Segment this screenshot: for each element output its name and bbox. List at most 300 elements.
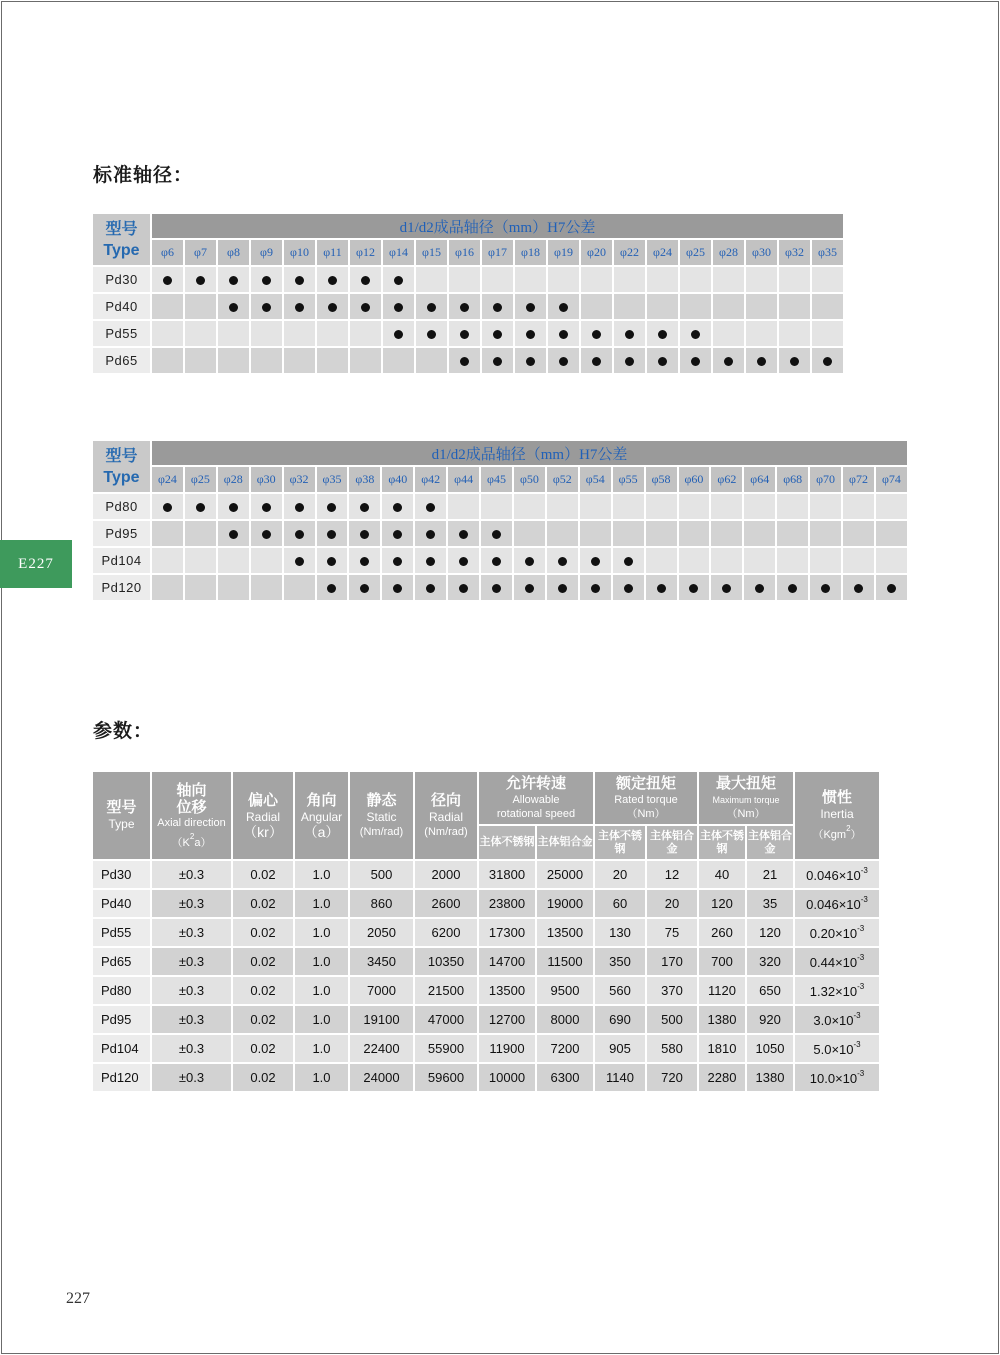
available-dot-icon [526,357,535,366]
axial-cell: ±0.3 [152,890,231,917]
availability-cell [514,575,545,600]
static-cell: 2050 [350,919,413,946]
rated-alu-cell: 12 [647,861,697,888]
available-dot-icon [823,357,832,366]
diameter-header: φ17 [482,240,513,265]
availability-cell [251,294,282,319]
inertia-cell: $0.44\times 10^{-3}$ [795,948,879,975]
table-row [93,294,843,319]
availability-cell [581,321,612,346]
radial-header-cn: 偏心 [247,791,278,809]
availability-cell [415,521,446,546]
speed-steel-subheader: 主体不锈钢 [479,826,535,859]
inertia-cell: $0.20\times 10^{-3}$ [795,919,879,946]
speed-steel-cell: 31800 [479,861,535,888]
diameter-header: φ18 [515,240,546,265]
availability-cell [514,548,545,573]
radial-cell: 0.02 [233,890,293,917]
availability-cell [777,575,808,600]
availability-cell [448,494,479,519]
available-dot-icon [493,303,502,312]
availability-cell [547,521,578,546]
max-alu-subheader: 主体铝合金 [747,826,793,859]
availability-cell [382,548,413,573]
available-dot-icon [393,530,402,539]
available-dot-icon [393,557,402,566]
availability-cell [449,294,480,319]
diameter-header: φ40 [382,467,413,492]
standard-bore-table-2 [91,439,909,602]
availability-cell [218,548,249,573]
max-steel-cell: 260 [699,919,745,946]
axial-cell: ±0.3 [152,1035,231,1062]
speed-alu-cell: 6300 [537,1064,593,1091]
availability-cell [514,521,545,546]
available-dot-icon [689,584,698,593]
radial-cell: 0.02 [233,1035,293,1062]
radial-cell: 0.02 [233,861,293,888]
available-dot-icon [427,330,436,339]
availability-cell [711,494,742,519]
availability-cell [713,267,744,292]
availability-cell [581,267,612,292]
availability-cell [284,521,315,546]
available-dot-icon [327,557,336,566]
availability-cell [548,348,579,373]
axial-cell: ±0.3 [152,948,231,975]
availability-cell [680,294,711,319]
available-dot-icon [459,557,468,566]
rated-steel-cell: 60 [595,890,645,917]
parameters-table [91,770,881,1093]
availability-cell [382,521,413,546]
max-torque-header-cn: 最大扭矩 [716,775,777,792]
diameter-header: φ22 [614,240,645,265]
availability-cell [812,348,843,373]
available-dot-icon [196,503,205,512]
rated-alu-cell: 500 [647,1006,697,1033]
diameter-header: φ25 [680,240,711,265]
availability-cell [349,548,380,573]
rated-alu-cell: 580 [647,1035,697,1062]
availability-cell [779,294,810,319]
diameter-header: φ55 [613,467,644,492]
model-cell: Pd65 [93,948,150,975]
availability-cell [779,348,810,373]
radial-cell: 0.02 [233,1006,293,1033]
available-dot-icon [658,357,667,366]
diameter-header: φ50 [514,467,545,492]
speed-header-en2: rotational speed [496,808,576,820]
availability-cell [350,321,381,346]
static-header-unit: (Nm/rad) [359,826,404,838]
radial-header-unit: （kr） [243,823,283,840]
model-cell: Pd120 [93,1064,150,1091]
availability-cell [711,521,742,546]
availability-cell [580,494,611,519]
model-cell: Pd104 [93,548,150,573]
availability-cell [581,294,612,319]
bore-title-header: d1/d2成品轴径（mm）H7公差 [152,214,843,238]
available-dot-icon [295,503,304,512]
availability-cell [647,294,678,319]
available-dot-icon [328,276,337,285]
radial-stiffness-header [415,772,477,859]
availability-cell [647,321,678,346]
static-cell: 500 [350,861,413,888]
availability-cell [284,348,315,373]
rated-steel-subheader: 主体不锈钢 [595,826,645,859]
availability-cell [185,494,216,519]
availability-cell [350,294,381,319]
availability-cell [613,548,644,573]
available-dot-icon [360,503,369,512]
availability-cell [416,348,447,373]
model-cell: Pd80 [93,494,150,519]
availability-cell [548,294,579,319]
max-alu-cell: 1380 [747,1064,793,1091]
speed-alu-cell: 7200 [537,1035,593,1062]
max-steel-cell: 40 [699,861,745,888]
table-row [93,919,879,946]
diameter-header: φ64 [744,467,775,492]
availability-cell [581,348,612,373]
availability-cell [251,521,282,546]
max-steel-cell: 1810 [699,1035,745,1062]
available-dot-icon [625,357,634,366]
section-tab: E227 [0,540,72,588]
angular-cell: 1.0 [295,948,348,975]
availability-cell [383,321,414,346]
radial-stiffness-header-cn: 径向 [430,792,461,809]
availability-cell [284,494,315,519]
diameter-header: φ6 [152,240,183,265]
availability-cell [317,348,348,373]
available-dot-icon [821,584,830,593]
available-dot-icon [360,584,369,593]
availability-cell [548,267,579,292]
availability-cell [251,575,282,600]
bore-title-header: d1/d2成品轴径（mm）H7公差 [152,441,907,465]
availability-cell [746,348,777,373]
available-dot-icon [592,330,601,339]
availability-cell [185,575,216,600]
availability-cell [843,575,874,600]
availability-cell [646,494,677,519]
available-dot-icon [493,330,502,339]
diameter-header: φ60 [679,467,710,492]
available-dot-icon [427,303,436,312]
diameter-header: φ32 [779,240,810,265]
availability-cell [349,575,380,600]
availability-cell [251,494,282,519]
availability-cell [251,348,282,373]
max-steel-cell: 1120 [699,977,745,1004]
available-dot-icon [592,357,601,366]
rated-steel-cell: 130 [595,919,645,946]
page-border [1,1,999,1354]
availability-cell [350,348,381,373]
availability-cell [843,548,874,573]
axial-header-en: Axial direction [157,816,226,829]
available-dot-icon [559,303,568,312]
max-steel-cell: 1380 [699,1006,745,1033]
availability-cell [514,494,545,519]
standard-bore-table-1 [91,212,845,375]
availability-cell [152,321,183,346]
angular-cell: 1.0 [295,1035,348,1062]
diameter-header: φ32 [284,467,315,492]
availability-cell [284,267,315,292]
availability-cell [415,548,446,573]
availability-cell [416,267,447,292]
availability-cell [482,294,513,319]
diameter-header: φ28 [218,467,249,492]
available-dot-icon [426,584,435,593]
diameter-header: φ19 [548,240,579,265]
availability-cell [185,348,216,373]
model-cell: Pd95 [93,521,150,546]
availability-cell [185,267,216,292]
available-dot-icon [887,584,896,593]
available-dot-icon [262,530,271,539]
model-cell: Pd40 [93,890,150,917]
inertia-header-unit: （Kgm$^2$） [812,824,862,841]
diameter-header: φ70 [810,467,841,492]
type-header-en: Type [103,468,140,486]
availability-cell [713,294,744,319]
diameter-header: φ54 [580,467,611,492]
availability-cell [449,321,480,346]
availability-cell [218,494,249,519]
table-row [93,948,879,975]
available-dot-icon [360,530,369,539]
speed-steel-cell: 14700 [479,948,535,975]
type-header [93,214,150,265]
availability-cell [218,348,249,373]
availability-cell [481,494,512,519]
availability-cell [481,575,512,600]
model-cell: Pd40 [93,294,150,319]
availability-cell [349,521,380,546]
available-dot-icon [790,357,799,366]
available-dot-icon [229,303,238,312]
availability-cell [646,548,677,573]
availability-cell [382,575,413,600]
diameter-header: φ72 [843,467,874,492]
static-header-cn: 静态 [366,792,397,809]
availability-cell [746,321,777,346]
availability-cell [481,548,512,573]
availability-cell [810,575,841,600]
availability-cell [152,494,183,519]
availability-cell [317,575,348,600]
rated-torque-header-en: Rated torque [614,794,678,806]
angular-header-unit: （a） [303,823,340,840]
speed-steel-cell: 12700 [479,1006,535,1033]
available-dot-icon [295,530,304,539]
rated-steel-cell: 690 [595,1006,645,1033]
available-dot-icon [854,584,863,593]
speed-steel-cell: 10000 [479,1064,535,1091]
rstiff-cell: 2000 [415,861,477,888]
availability-cell [548,321,579,346]
availability-cell [284,321,315,346]
axial-cell: ±0.3 [152,977,231,1004]
angular-cell: 1.0 [295,890,348,917]
availability-cell [744,521,775,546]
diameter-header: φ35 [812,240,843,265]
radial-stiffness-header-unit: (Nm/rad) [424,826,468,838]
available-dot-icon [361,276,370,285]
available-dot-icon [492,557,501,566]
radial-cell: 0.02 [233,948,293,975]
availability-cell [382,494,413,519]
diameter-header: φ20 [581,240,612,265]
table-row [93,861,879,888]
availability-cell [647,267,678,292]
table-row [93,267,843,292]
table-row [93,890,879,917]
availability-cell [482,321,513,346]
available-dot-icon [493,357,502,366]
table-row [93,348,843,373]
availability-cell [152,267,183,292]
static-cell: 7000 [350,977,413,1004]
availability-cell [679,521,710,546]
model-cell: Pd30 [93,267,150,292]
type-header-en: Type [103,241,140,259]
diameter-header: φ68 [777,467,808,492]
available-dot-icon [724,357,733,366]
rated-steel-cell: 560 [595,977,645,1004]
static-header [350,772,413,859]
available-dot-icon [558,584,567,593]
max-alu-cell: 21 [747,861,793,888]
available-dot-icon [394,330,403,339]
diameter-header: φ35 [317,467,348,492]
rstiff-cell: 21500 [415,977,477,1004]
availability-cell [646,521,677,546]
available-dot-icon [295,557,304,566]
available-dot-icon [559,357,568,366]
availability-cell [185,321,216,346]
availability-cell [152,294,183,319]
availability-cell [679,494,710,519]
availability-cell [876,521,907,546]
availability-cell [218,321,249,346]
angular-cell: 1.0 [295,977,348,1004]
availability-cell [744,575,775,600]
availability-cell [843,494,874,519]
type-header-en: Type [108,817,135,831]
availability-cell [614,321,645,346]
availability-cell [779,267,810,292]
diameter-header: φ30 [746,240,777,265]
rstiff-cell: 59600 [415,1064,477,1091]
available-dot-icon [361,303,370,312]
static-cell: 24000 [350,1064,413,1091]
inertia-cell: $3.0\times 10^{-3}$ [795,1006,879,1033]
speed-steel-cell: 17300 [479,919,535,946]
available-dot-icon [492,584,501,593]
axial-header-cn: 轴向位移 [176,781,207,816]
availability-cell [580,521,611,546]
diameter-header: φ16 [449,240,480,265]
diameter-header: φ7 [185,240,216,265]
available-dot-icon [591,557,600,566]
type-header-cn: 型号 [105,220,138,238]
angular-cell: 1.0 [295,861,348,888]
availability-cell [744,548,775,573]
available-dot-icon [393,503,402,512]
availability-cell [711,548,742,573]
available-dot-icon [691,357,700,366]
rated-alu-cell: 370 [647,977,697,1004]
diameter-header: φ38 [349,467,380,492]
availability-cell [416,321,447,346]
availability-cell [317,321,348,346]
available-dot-icon [327,530,336,539]
rated-alu-cell: 170 [647,948,697,975]
page-number: 227 [66,1290,90,1307]
available-dot-icon [757,357,766,366]
angular-header-cn: 角向 [306,791,337,809]
angular-cell: 1.0 [295,919,348,946]
availability-cell [448,521,479,546]
table-row [93,494,907,519]
availability-cell [614,348,645,373]
availability-cell [185,521,216,546]
rstiff-cell: 2600 [415,890,477,917]
availability-cell [218,294,249,319]
availability-cell [713,321,744,346]
available-dot-icon [229,503,238,512]
rstiff-cell: 6200 [415,919,477,946]
diameter-header: φ24 [152,467,183,492]
rated-steel-cell: 1140 [595,1064,645,1091]
model-cell: Pd120 [93,575,150,600]
speed-header-en1: Allowable [512,794,560,806]
speed-header-cn: 允许转速 [505,775,566,792]
speed-alu-cell: 19000 [537,890,593,917]
model-cell: Pd95 [93,1006,150,1033]
available-dot-icon [459,530,468,539]
type-header-cn: 型号 [105,447,138,465]
availability-cell [416,294,447,319]
availability-cell [777,548,808,573]
model-cell: Pd55 [93,919,150,946]
inertia-cell: $10.0\times 10^{-3}$ [795,1064,879,1091]
table-row [93,548,907,573]
availability-cell [680,321,711,346]
availability-cell [614,294,645,319]
availability-cell [317,494,348,519]
angular-header-en: Angular [300,809,343,824]
availability-cell [515,348,546,373]
inertia-cell: $5.0\times 10^{-3}$ [795,1035,879,1062]
radial-cell: 0.02 [233,1064,293,1091]
availability-cell [711,575,742,600]
availability-cell [614,267,645,292]
availability-cell [515,267,546,292]
axial-header-unit: $(K^2a)$ [171,831,212,849]
availability-cell [152,575,183,600]
speed-header [479,772,593,824]
availability-cell [746,294,777,319]
availability-cell [680,348,711,373]
diameter-header: φ74 [876,467,907,492]
